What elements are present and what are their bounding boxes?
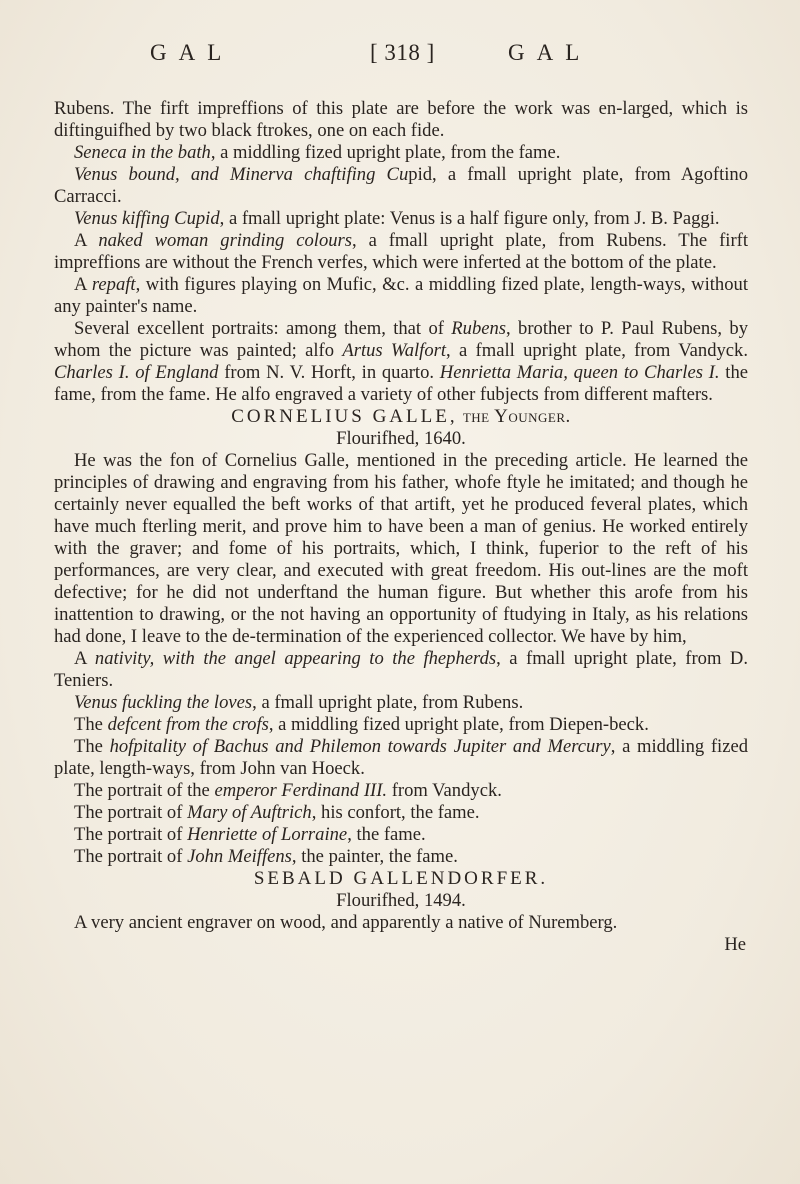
text-run: , a fmall upright plate, from Rubens.: [252, 692, 524, 713]
paragraph: [54, 208, 748, 230]
work-title: Mary of Auftrich: [187, 802, 312, 823]
paragraph: [54, 824, 748, 846]
work-title: nativity, with the angel appearing to the fhepherds: [94, 648, 497, 669]
text-run: , with figures playing on Mufic, &c. a middling fized plate, length-ways, without any painter's name.: [54, 274, 748, 317]
flourished-date: [54, 890, 748, 912]
paragraph: [54, 142, 748, 164]
work-title: Venus bound, and Minerva chaftifing Cu: [74, 164, 409, 185]
paragraph: [54, 230, 748, 274]
text-run: , a fmall upright plate, from Vandyck.: [446, 340, 748, 361]
text-run: The: [74, 714, 108, 735]
text-run: , a fmall upright plate, from Rubens. The firft impreffions are without the French verfes, which were inferted at the bottom of the plate.: [54, 230, 748, 273]
paragraph: [54, 164, 748, 208]
text-run: from Vandyck.: [387, 780, 502, 801]
paragraph: [54, 714, 748, 736]
text-run: Several excellent portraits: among them, that of: [74, 318, 452, 339]
work-title: Seneca in the bath: [74, 142, 211, 163]
paragraph: [54, 450, 748, 648]
work-title: naked woman grinding colours: [98, 230, 353, 251]
running-head-left: GAL: [150, 40, 234, 65]
paragraph: [54, 692, 748, 714]
artist-name: SEBALD GALLENDORFER.: [253, 868, 549, 889]
flourished-date: [54, 428, 748, 450]
work-title: emperor Ferdinand III.: [214, 780, 388, 801]
work-title: Rubens: [451, 318, 507, 339]
text-run: , the painter, the fame.: [291, 846, 458, 867]
text-run: , his confort, the fame.: [311, 802, 480, 823]
paragraph: [54, 802, 748, 824]
text-run: , a middling fized upright plate, from the fame.: [210, 142, 561, 163]
paragraph: [54, 98, 748, 142]
artist-heading: [54, 868, 748, 890]
text-run: the fame, from the fame. He alfo engraved a variety of other fubjects from different mafters.: [54, 362, 748, 405]
running-head-right: GAL: [508, 40, 592, 65]
work-title: hofpitality of Bachus and Philemon towards Jupiter and Mercury: [109, 736, 611, 757]
text-run: The portrait of: [74, 802, 188, 823]
body-text: [54, 98, 748, 956]
work-title: repaft: [91, 274, 136, 295]
work-title: Venus kiffing Cupid: [74, 208, 220, 229]
paragraph: [54, 846, 748, 868]
paragraph: [54, 318, 748, 406]
work-title: Charles I. of England: [54, 362, 219, 383]
work-title: Artus Walfort: [342, 340, 447, 361]
artist-name: CORNELIUS GALLE,: [231, 406, 458, 427]
text-run: , a fmall upright plate: Venus is a half figure only, from J. B. Paggi.: [219, 208, 720, 229]
text-run: Rubens. The firft impreffions of this plate are before the work was en-larged, which is diftinguifhed by two black ftrokes, one on each fide.: [54, 98, 748, 141]
text-run: , a middling fized upright plate, from Diepen-beck.: [268, 714, 649, 735]
paragraph: [54, 648, 748, 692]
text-run: The: [74, 736, 110, 757]
paragraph: [54, 736, 748, 780]
text-run: A: [74, 274, 92, 295]
text-run: , a fmall upright plate, from D. Teniers.: [54, 648, 748, 691]
text-run: He was the fon of Cornelius Galle, mentioned in the preceding article. He learned the principles of drawing and engraving from his father, whofe ftyle he imitated; and though he certainly never equalled the beft works of that artift, yet he produced feveral plates, which have much fterling merit, and prove him to have been a man of genius. He worked entirely with the graver; and fome of his portraits, which, I think, fuperior to the reft of his performances, are very clear, and executed with great freedom. His out-lines are the moft defective; for he did not underftand the human figure. But whether this arofe from his inattention to drawing, or the not having an opportunity of ftudying in Italy, as his relations had done, I leave to the de-termination of the experienced collector. We have by him,: [54, 450, 748, 647]
text-run: Flourifhed, 1640.: [336, 428, 466, 449]
text-run: , brother to P. Paul Rubens, by whom the picture was painted; alfo: [54, 318, 748, 361]
text-run: The portrait of: [74, 824, 188, 845]
text-run: The portrait of the: [74, 780, 215, 801]
work-title: John Meiffens: [187, 846, 292, 867]
text-run: A: [74, 648, 95, 669]
work-title: Venus fuckling the loves: [74, 692, 253, 713]
paragraph: [54, 912, 748, 934]
text-run: pid, a fmall upright plate, from Agoftino Carracci.: [54, 164, 748, 207]
page-number: [ 318 ]: [370, 40, 435, 65]
text-run: The portrait of: [74, 846, 188, 867]
work-title: Henrietta Maria, queen to Charles I.: [439, 362, 720, 383]
artist-heading: [54, 406, 748, 428]
paragraph: [54, 274, 748, 318]
text-run: , the fame.: [347, 824, 426, 845]
work-title: defcent from the crofs: [107, 714, 269, 735]
text-run: Flourifhed, 1494.: [336, 890, 466, 911]
work-title: Henriette of Lorraine: [187, 824, 348, 845]
paragraph: [54, 780, 748, 802]
text-run: A: [74, 230, 99, 251]
artist-suffix: the Younger.: [457, 406, 571, 427]
running-head: [150, 40, 650, 80]
catchword: [54, 934, 748, 956]
text-run: He: [724, 934, 746, 955]
text-run: from N. V. Horft, in quarto.: [218, 362, 440, 383]
text-run: A very ancient engraver on wood, and apparently a native of Nuremberg.: [74, 912, 618, 933]
text-run: , a middling fized plate, length-ways, from John van Hoeck.: [54, 736, 748, 779]
